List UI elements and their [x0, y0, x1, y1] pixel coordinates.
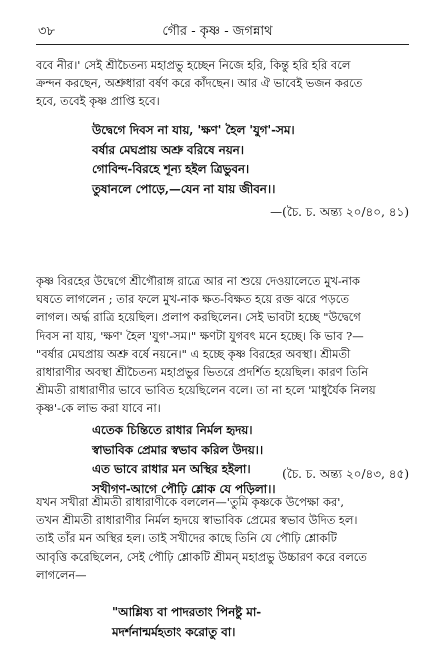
verse-1	[92, 121, 402, 199]
paragraph-line: লাগলেন—	[36, 567, 87, 582]
header-rule	[36, 44, 409, 45]
verse-line: তুষানলে পোড়ে,—যেন না যায় জীবন।।	[92, 181, 276, 196]
verse-line: এত ভাবে রাধার মন অস্থির হইলা।	[92, 462, 251, 477]
verse-line: স্বাভাবিক প্রেমার স্বভাব করিল উদয়।।	[92, 442, 264, 457]
verse-line: মদর্শনান্মর্মহতাং করোতু বা।	[112, 624, 236, 639]
verse-line: উদ্বেগে দিবস না যায়, 'ক্ষণ' হৈল 'যুগ'-সম।	[92, 123, 295, 137]
paragraph-line: "বর্ষার মেঘপ্রায় অশ্রু বর্ষে নয়নে।" এ হচ্ছে কৃষ্ণ বিরহের অবস্থা। শ্রীমতী	[36, 346, 351, 361]
paragraph-line: ঘষতে লাগলেন ; তার ফলে মুখ-নাক ক্ষত-বিক্ষত হয়ে রক্ত ঝরে পড়তে	[36, 292, 349, 307]
paragraph-line: দিবস না যায়, 'ক্ষণ' হৈল 'যুগ'-সম।" ক্ষণটা যুগবৎ মনে হচ্ছে। কি ভাব ?—	[36, 328, 364, 343]
paragraph-line: যখন সখীরা শ্রীমতী রাধারাণীকে বললেন—'তুমি কৃষ্ণকে উপেক্ষা কর',	[36, 495, 344, 509]
paragraph-line: কৃষ্ণ বিরহের উদ্বেগে শ্রীগৌরাঙ্গ রাত্রে আর না শুয়ে দেওয়ালেতে মুখ-নাক	[36, 274, 360, 288]
verse-reference-1: —(চৈ. চ. অন্ত্য ২০/৪০, ৪১)	[270, 205, 409, 219]
paragraph-line: তাই তাঁর মন অস্থির হল। তাই সখীদের কাছে তিনি যে পৌঢ়ি শ্লোকটি	[36, 531, 337, 546]
paragraph-1	[36, 56, 411, 111]
verse-line: এতেক চিন্তিতে রাধার নির্মল হৃদয়।	[92, 423, 253, 437]
paragraph-line: ক্রন্দন করছেন, অশ্রুধারা বর্ষণ করে কাঁদছেন। আর ঐ ভাবেই ভজন করতে	[36, 76, 363, 91]
verse-reference-2: (চৈ. চ. অন্ত্য ২০/৪৩, ৪৫)	[282, 467, 409, 481]
paragraph-3	[36, 493, 411, 584]
verse-line: গোবিন্দ-বিরহে শূন্য হইল ত্রিভুবন।	[92, 162, 250, 177]
paragraph-2	[36, 272, 411, 418]
verse-line: "আশ্লিষ্য বা পাদরতাং পিনষ্টু মা-	[112, 605, 262, 619]
paragraph-line: আবৃত্তি করেছিলেন, সেই পৌঢ়ি শ্লোকটি শ্রীমন্ মহাপ্রভু উচ্চারণ করে বলতে	[36, 549, 367, 564]
page-header	[0, 22, 435, 42]
paragraph-line: শ্রীমতী রাধারাণীর ভাবে ভাবিত হয়েছিলেন বলে। তা না হলে 'মাধুর্যৈক নিলয়	[36, 383, 376, 398]
paragraph-line: ববে নীর।' সেই শ্রীচৈতন্য মহাপ্রভু হচ্ছেন নিজে হরি, কিন্তু হরি হরি বলে	[36, 58, 351, 72]
verse-line: বর্ষার মেঘপ্রায় অশ্রু বরিষে নয়ন।	[92, 142, 244, 157]
paragraph-line: রাধারাণীর অবস্থা শ্রীচৈতন্য মহাপ্রভুর ভিতরে প্রদর্শিত হয়েছিল। কারণ তিনি	[36, 365, 368, 380]
paragraph-line: কৃষ্ণ'-কে লাভ করা যাবে না।	[36, 401, 161, 416]
verse-2	[92, 421, 402, 499]
paragraph-line: তখন শ্রীমতী রাধারাণীর নির্মল হৃদয়ে স্বাভাবিক প্রেমের স্বভাব উদিত হল।	[36, 513, 358, 528]
verse-line: সখীগণ-আগে পৌঢ়ি শ্লোক যে পড়িলা।।	[92, 481, 276, 496]
page-number: ৩৮	[38, 24, 55, 39]
verse-3	[112, 603, 422, 642]
paragraph-line: লাগল। অর্দ্ধ রাত্রি হয়েছিল। প্রলাপ করছিলেন। সেই ভাবটা হচ্ছে "উদ্বেগে	[36, 310, 361, 325]
running-title: গৌর - কৃষ্ণ - জগন্নাথ	[162, 24, 273, 39]
paragraph-line: হবে, তবেই কৃষ্ণ প্রাপ্তি হবে।	[36, 94, 160, 109]
